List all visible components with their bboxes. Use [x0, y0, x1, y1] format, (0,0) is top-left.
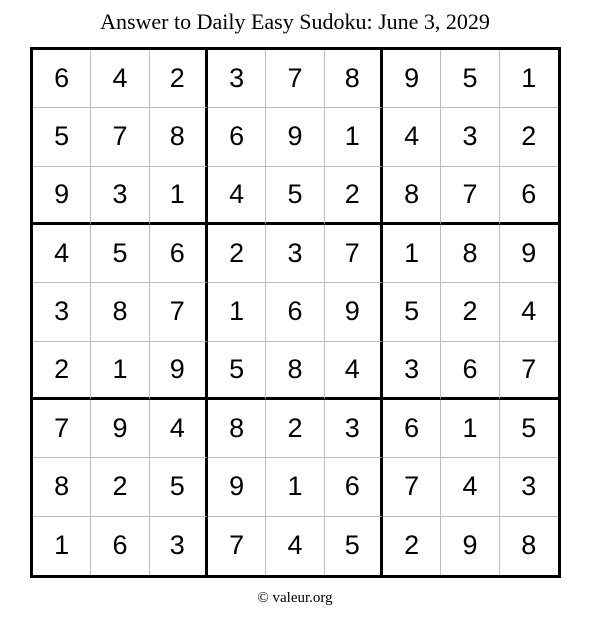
sudoku-cell-r5c4: 1	[208, 283, 266, 341]
sudoku-cell-r8c3: 5	[150, 458, 208, 516]
sudoku-cell-r1c1: 6	[33, 50, 91, 108]
sudoku-cell-r2c8: 3	[441, 108, 499, 166]
sudoku-cell-r9c3: 3	[150, 517, 208, 575]
sudoku-cell-r5c5: 6	[266, 283, 324, 341]
sudoku-cell-r6c2: 1	[91, 342, 149, 400]
sudoku-cell-r9c6: 5	[325, 517, 383, 575]
sudoku-cell-r1c2: 4	[91, 50, 149, 108]
sudoku-cell-r6c6: 4	[325, 342, 383, 400]
sudoku-cell-r3c2: 3	[91, 167, 149, 225]
sudoku-cell-r4c7: 1	[383, 225, 441, 283]
sudoku-cell-r6c5: 8	[266, 342, 324, 400]
sudoku-cell-r1c3: 2	[150, 50, 208, 108]
sudoku-cell-r5c6: 9	[325, 283, 383, 341]
sudoku-cell-r9c7: 2	[383, 517, 441, 575]
sudoku-cell-r5c3: 7	[150, 283, 208, 341]
sudoku-cell-r2c2: 7	[91, 108, 149, 166]
sudoku-cell-r9c8: 9	[441, 517, 499, 575]
sudoku-cell-r7c2: 9	[91, 400, 149, 458]
sudoku-cell-r8c1: 8	[33, 458, 91, 516]
sudoku-cell-r2c1: 5	[33, 108, 91, 166]
sudoku-cell-r7c6: 3	[325, 400, 383, 458]
sudoku-cell-r5c8: 2	[441, 283, 499, 341]
sudoku-cell-r6c4: 5	[208, 342, 266, 400]
sudoku-cell-r9c4: 7	[208, 517, 266, 575]
sudoku-cell-r4c9: 9	[500, 225, 558, 283]
sudoku-cell-r7c9: 5	[500, 400, 558, 458]
sudoku-cell-r7c7: 6	[383, 400, 441, 458]
sudoku-cell-r9c9: 8	[521, 530, 537, 561]
sudoku-cell-r5c1: 3	[33, 283, 91, 341]
sudoku-cell-r7c4: 8	[208, 400, 266, 458]
sudoku-cell-r7c3: 4	[150, 400, 208, 458]
sudoku-cell-r3c8: 7	[441, 167, 499, 225]
sudoku-cell-r2c3: 8	[150, 108, 208, 166]
sudoku-cell-r3c9: 6	[500, 167, 558, 225]
sudoku-cell-r6c1: 2	[33, 342, 91, 400]
sudoku-cell-r2c6: 1	[325, 108, 383, 166]
sudoku-cell-r8c4: 9	[208, 458, 266, 516]
sudoku-cell-r1c8: 5	[441, 50, 499, 108]
sudoku-cell-r7c8: 1	[441, 400, 499, 458]
sudoku-cell-r5c2: 8	[91, 283, 149, 341]
sudoku-cell-r1c6: 8	[325, 50, 383, 108]
sudoku-cell-r9c1: 1	[33, 517, 91, 575]
sudoku-cell-r8c7: 7	[383, 458, 441, 516]
sudoku-cell-r4c1: 4	[33, 225, 91, 283]
sudoku-cell-r3c7: 8	[383, 167, 441, 225]
sudoku-cell-r4c6: 7	[325, 225, 383, 283]
sudoku-cell-r7c5: 2	[266, 400, 324, 458]
sudoku-cell-r9c2: 6	[91, 517, 149, 575]
sudoku-cell-r7c1: 7	[33, 400, 91, 458]
sudoku-cell-r2c9: 2	[500, 108, 558, 166]
sudoku-cell-r4c8: 8	[441, 225, 499, 283]
sudoku-cell-r4c5: 3	[266, 225, 324, 283]
page-title: Answer to Daily Easy Sudoku: June 3, 2029	[100, 9, 490, 34]
sudoku-cell-r3c6: 2	[325, 167, 383, 225]
copyright-footer: © valeur.org	[257, 590, 333, 606]
sudoku-cell-r8c5: 1	[266, 458, 324, 516]
sudoku-cell-r8c9: 3	[500, 458, 558, 516]
sudoku-cell-r3c3: 1	[150, 167, 208, 225]
sudoku-cell-r1c9: 1	[500, 50, 558, 108]
sudoku-cell-r6c7: 3	[383, 342, 441, 400]
sudoku-cell-r5c7: 5	[383, 283, 441, 341]
sudoku-cell-r8c2: 2	[91, 458, 149, 516]
sudoku-cell-r3c4: 4	[208, 167, 266, 225]
sudoku-cell-r5c9: 4	[500, 283, 558, 341]
sudoku-grid	[30, 47, 561, 578]
sudoku-cell-r2c5: 9	[266, 108, 324, 166]
sudoku-cell-r3c5: 5	[266, 167, 324, 225]
sudoku-cell-r2c7: 4	[383, 108, 441, 166]
sudoku-cell-r1c7: 9	[383, 50, 441, 108]
sudoku-cell-r6c8: 6	[441, 342, 499, 400]
sudoku-cell-r3c1: 9	[33, 167, 91, 225]
sudoku-cell-r2c4: 6	[208, 108, 266, 166]
sudoku-cell-r4c3: 6	[150, 225, 208, 283]
sudoku-cell-r6c3: 9	[150, 342, 208, 400]
sudoku-cell-r8c6: 6	[325, 458, 383, 516]
sudoku-cell-r1c4: 3	[208, 50, 266, 108]
sudoku-cell-r4c2: 5	[91, 225, 149, 283]
sudoku-cell-r6c9: 7	[500, 342, 558, 400]
sudoku-cell-r1c5: 7	[266, 50, 324, 108]
sudoku-cell-r9c5: 4	[266, 517, 324, 575]
sudoku-cell-r4c4: 2	[208, 225, 266, 283]
sudoku-cell-r8c8: 4	[441, 458, 499, 516]
